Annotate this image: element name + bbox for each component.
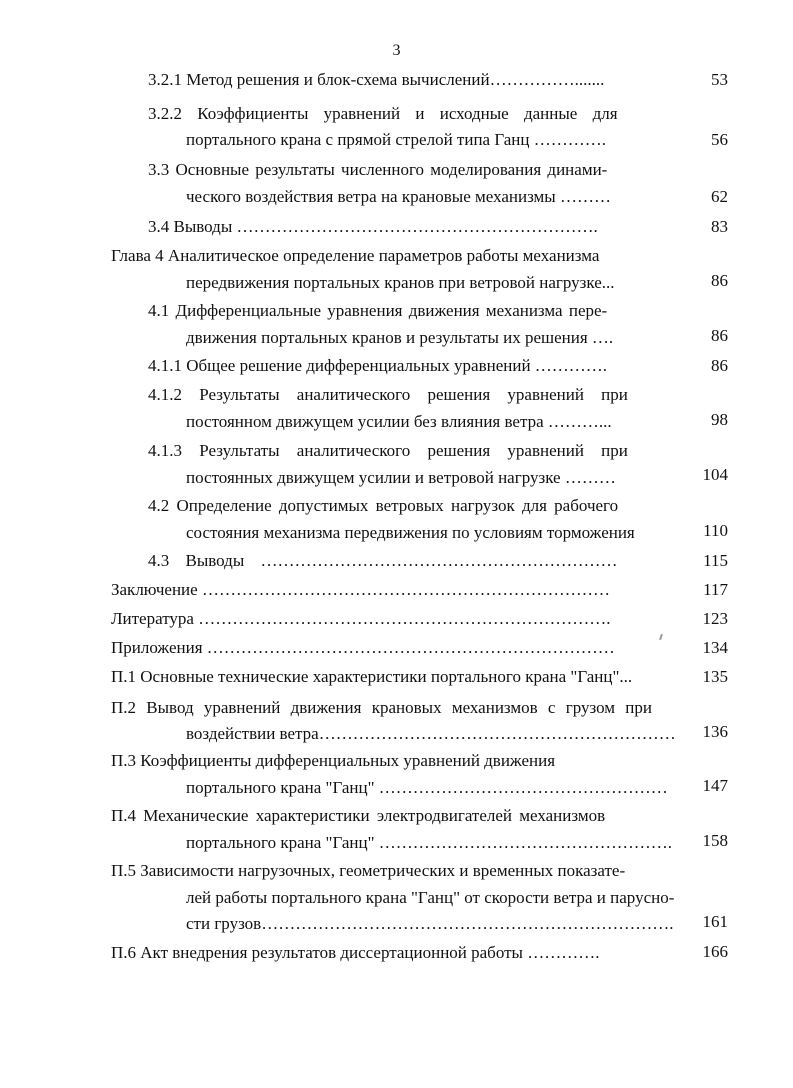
toc-entry-3-3-page: 62 [711,187,728,206]
toc-entry-3-4-page: 83 [711,217,728,236]
toc-entry-4-1-1-page: 86 [711,356,728,375]
toc-appendices-line-1: Приложения ……………………………………………………………… [111,638,615,657]
toc-appendix-5-line-2: лей работы портального крана "Ганц" от скорости ветра и парусно- [186,888,675,907]
toc-appendix-4-line-1: П.4 Механические характеристики электродвигателей механизмов [111,806,606,825]
page-number: 3 [392,42,401,59]
toc-entry-3-2-1-page: 53 [711,70,728,89]
toc-appendix-3-line-1: П.3 Коэффициенты дифференциальных уравнений движения [111,751,556,770]
toc-entry-4-1-2-line-2: постоянном движущем усилии без влияния ветра ………... [186,412,612,431]
toc-chapter-4-line-2: передвижения портальных кранов при ветровой нагрузке... [186,273,615,292]
toc-references-line-1: Литература ………………………………………………………………. [111,609,611,628]
toc-appendix-2-line-1: П.2 Вывод уравнений движения крановых механизмов с грузом при [111,698,652,717]
toc-entry-3-3-line-2: ческого воздействия ветра на крановые механизмы ……… [186,187,611,206]
toc-entry-4-1-2-page: 98 [711,410,728,429]
toc-entry-4-1-page: 86 [711,326,728,345]
toc-conclusion-line-1: Заключение ……………………………………………………………… [111,580,610,599]
toc-entry-4-2-page: 110 [703,521,728,540]
toc-entry-4-1-3-line-1: 4.1.3 Результаты аналитического решения уравнений при [148,441,628,460]
toc-appendix-2-page: 136 [702,722,728,741]
toc-appendix-5-line-1: П.5 Зависимости нагрузочных, геометрических и временных показате- [111,861,626,880]
toc-entry-4-2-line-1: 4.2 Определение допустимых ветровых нагрузок для рабочего [148,496,619,515]
toc-entry-4-1-1-line-1: 4.1.1 Общее решение дифференциальных уравнений …………. [148,356,608,375]
toc-appendix-3-page: 147 [702,776,728,795]
toc-entry-3-4-line-1: 3.4 Выводы ………………………………………………………. [148,217,598,236]
toc-appendix-3-line-2: портального крана "Ганц" …………………………………………… [186,778,668,797]
toc-entry-4-1-2-line-1: 4.1.2 Результаты аналитического решения уравнений при [148,385,628,404]
toc-entry-3-3-line-1: 3.3 Основные результаты численного моделирования динами- [148,160,608,179]
toc-appendix-2-line-2: воздействии ветра……………………………………………………… [186,724,676,743]
toc-conclusion-page: 117 [703,580,728,599]
toc-entry-4-1-3-page: 104 [702,465,728,484]
toc-appendix-4-page: 158 [702,831,728,850]
toc-appendices-page: 134 [702,638,728,657]
toc-appendix-4-line-2: портального крана "Ганц" ……………………………………………. [186,833,673,852]
toc-entry-4-3-page: 115 [703,551,728,570]
toc-entry-4-1-line-1: 4.1 Дифференциальные уравнения движения механизма пере- [148,301,608,320]
toc-appendix-5-line-3: сти грузов………………………………………………………………. [186,914,674,933]
toc-appendix-1-line-1: П.1 Основные технические характеристики портального крана "Ганц"... [111,667,633,686]
toc-appendix-5-page: 161 [702,912,728,931]
toc-entry-3-2-1-line-1: 3.2.1 Метод решения и блок-схема вычислений……………....... [148,70,605,89]
toc-references-page: 123 [702,609,728,628]
toc-appendix-6-page: 166 [702,942,728,961]
toc-entry-3-2-2-page: 56 [711,130,728,149]
toc-entry-3-2-2-line-1: 3.2.2 Коэффициенты уравнений и исходные данные для [148,104,618,123]
toc-entry-4-1-3-line-2: постоянных движущем усилии и ветровой нагрузке ……… [186,468,616,487]
toc-entry-4-3-line-1: 4.3 Выводы ……………………………………………………… [148,551,618,570]
toc-appendix-1-page: 135 [702,667,728,686]
toc-chapter-4-line-1: Глава 4 Аналитическое определение параметров работы механизма [111,246,600,265]
toc-entry-4-2-line-2: состояния механизма передвижения по условиям торможения [186,523,635,542]
toc-entry-4-1-line-2: движения портальных кранов и результаты их решения …. [186,328,614,347]
toc-entry-3-2-2-line-2: портального крана с прямой стрелой типа Ганц …………. [186,130,606,149]
toc-chapter-4-page: 86 [711,271,728,290]
toc-appendix-6-line-1: П.6 Акт внедрения результатов диссертационной работы …………. [111,943,600,962]
scan-speck [659,634,663,640]
